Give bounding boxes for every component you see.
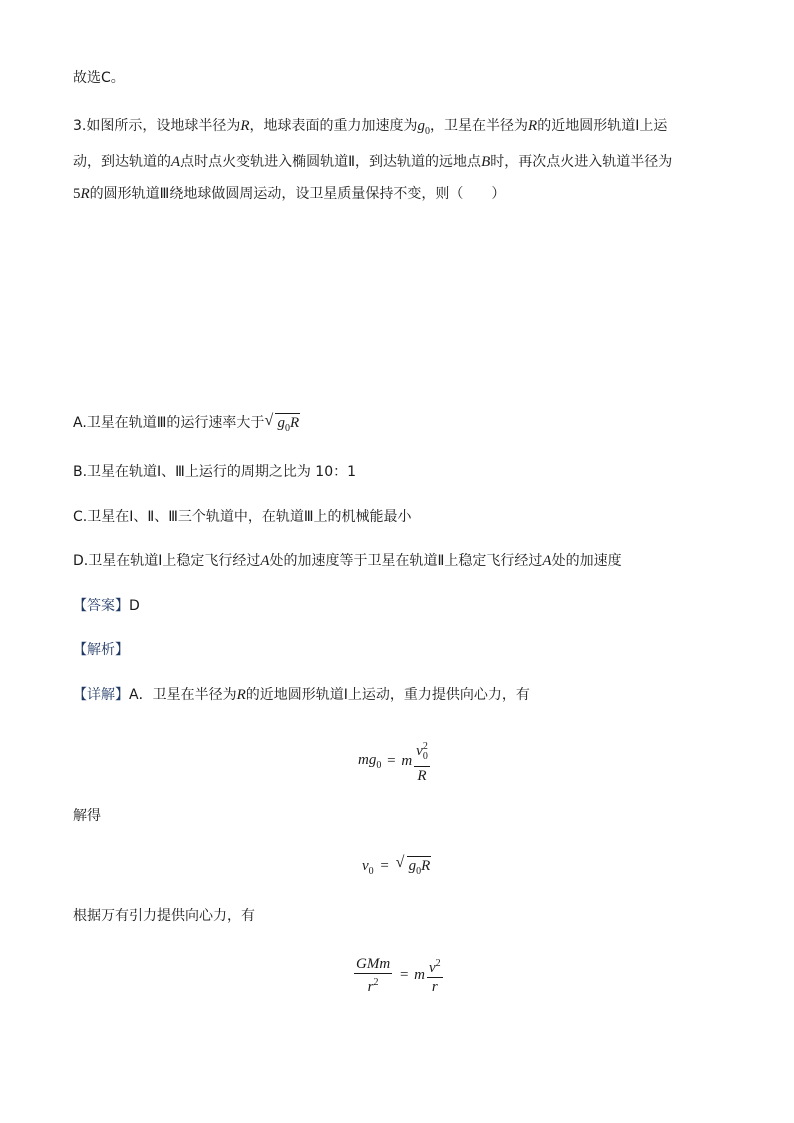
question-text: 动，到达轨道的 xyxy=(73,154,171,170)
symbol-R: R xyxy=(236,687,246,703)
sqrt-g0R: √ $g_0R$ xyxy=(264,413,300,438)
question-text: ，卫星在半径为 xyxy=(430,118,529,134)
symbol-A: A xyxy=(260,553,270,569)
detail-text: 的近地圆形轨道Ⅰ上运动，重力提供向心力，有 xyxy=(245,687,530,703)
formula-gravitation: $\frac{\text{GMm}}{r^2}$ = m $\frac{v^2}{r}$ xyxy=(356,956,441,995)
option-c-text: C.卫星在Ⅰ、Ⅱ、Ⅲ三个轨道中，在轨道Ⅲ上的机械能最小 xyxy=(73,509,412,525)
option-d xyxy=(73,551,622,571)
question-text: 的近地圆形轨道I上运 xyxy=(537,118,668,134)
question-text: 点时点火变轨进入椭圆轨道Ⅱ，到达轨道的远地点 xyxy=(180,154,482,170)
detail-label: 【详解】 xyxy=(73,687,129,703)
detail-line xyxy=(73,685,530,705)
question-line-2 xyxy=(73,152,672,172)
previous-answer-text: 故选C。 xyxy=(73,70,125,86)
detail-text: A．卫星在半径为 xyxy=(129,687,237,703)
answer-line xyxy=(73,596,140,616)
gravity-text: 根据万有引力提供向心力，有 xyxy=(73,908,255,924)
option-b xyxy=(73,462,356,482)
analysis-label: 【解析】 xyxy=(73,642,129,658)
question-text: 时，再次点火进入轨道半径为 xyxy=(490,154,673,170)
option-a-text: A.卫星在轨道Ⅲ的运行速率大于 xyxy=(73,415,265,431)
question-line-1 xyxy=(73,116,667,142)
symbol-A: A xyxy=(542,553,552,569)
symbol-R: R xyxy=(80,186,90,202)
symbol-A: A xyxy=(171,154,181,170)
symbol-B: B xyxy=(481,154,491,170)
solve-label xyxy=(73,806,101,826)
symbol-R: R xyxy=(528,118,538,134)
answer-label: 【答案】 xyxy=(73,598,129,614)
gravity-line xyxy=(73,906,255,926)
answer-value: D xyxy=(129,598,140,614)
formula-centripetal-near-orbit: $mg_0 = m$ $\frac{v^2_0}{R}$ xyxy=(358,738,432,785)
solve-text: 解得 xyxy=(73,808,101,824)
option-d-text: 处的加速度 xyxy=(551,553,622,569)
option-d-text: D.卫星在轨道Ⅰ上稳定飞行经过 xyxy=(73,553,261,569)
question-text: 3.如图所示，设地球半径为 xyxy=(73,118,241,134)
symbol-R: R xyxy=(240,118,250,134)
number-5: 5 xyxy=(73,186,81,202)
analysis-line xyxy=(73,640,129,660)
question-line-3 xyxy=(73,184,505,204)
question-text: 的圆形轨道Ⅲ绕地球做圆周运动，设卫星质量保持不变，则（ ） xyxy=(89,186,506,202)
symbol-g0: $g_0$ xyxy=(417,118,431,137)
question-text: ，地球表面的重力加速度为 xyxy=(249,118,418,134)
figure-placeholder xyxy=(73,218,713,398)
option-a xyxy=(73,413,300,438)
formula-v0: $v_0$ = √ $g_0R$ xyxy=(362,856,431,881)
option-b-text: B.卫星在轨道Ⅰ、Ⅲ上运行的周期之比为 10：1 xyxy=(73,464,357,480)
option-d-text: 处的加速度等于卫星在轨道Ⅱ上稳定飞行经过 xyxy=(269,553,543,569)
previous-answer-line xyxy=(73,68,125,88)
option-c xyxy=(73,507,412,527)
